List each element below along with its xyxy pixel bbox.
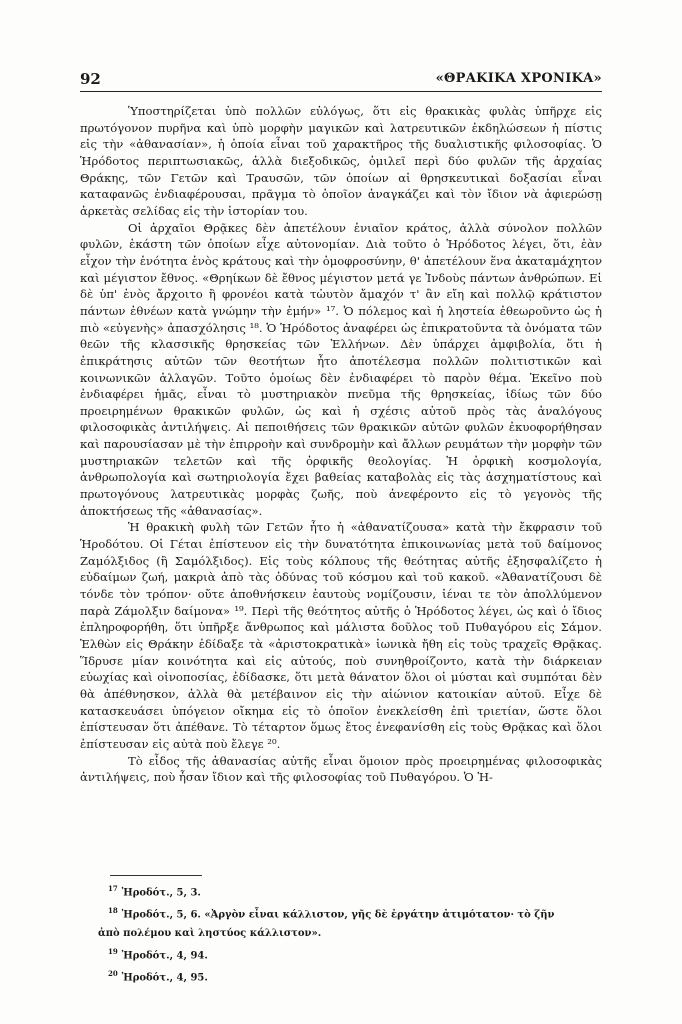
running-title: «ΘΡΑΚΙΚΑ ΧΡΟΝΙΚΑ» xyxy=(435,71,602,86)
footnote xyxy=(110,880,602,902)
footnote-number: 20 xyxy=(108,968,118,978)
paragraph: Τὸ εἶδος τῆς ἀθανασίας αὐτῆς εἶναι ὅμοιον πρὸς προειρημένας φιλοσοφικὰς ἀντιλήψεις, ποὺ ἦσαν ἴδιον καὶ τῆς φιλοσοφίας τοῦ Πυθαγόρου. Ὁ Ἡ- xyxy=(80,753,602,785)
footnote xyxy=(110,965,602,987)
body-text xyxy=(80,103,602,786)
footnote-continuation: ἀπὸ πολέμου καὶ ληστύος κάλλιστον». xyxy=(98,927,322,939)
paragraph: Ἡ θρακικὴ φυλὴ τῶν Γετῶν ἦτο ἡ «ἀθανατίζουσα» κατὰ τὴν ἔκφρασιν τοῦ Ἡροδότου. Οἱ Γέται ἐπίστευον εἰς τὴν δυνατότητα ἐπικοινωνίας μετὰ τοῦ δαίμονος Ζαμόλξιδος (ἢ Σαμόλξιδος). Εἰς τοὺς κόλπους τῆς θεότητας αὐτῆς ἐξησφαλίζετο ἡ εὐδαίμων ζωή, μακριὰ ἀπὸ τὰς ὀδύνας τοῦ κόσμου καὶ τοῦ κακοῦ. «Ἀθανατίζουσι δὲ τόνδε τὸν τρόπον· οὔτε ἀποθνήσκειν ἑαυτοὺς νομίζουσιν, ἰέναι τε τὸν ἀπολλύμενον παρὰ Ζάμολξιν δαίμονα» ¹⁹. Περὶ τῆς θεότητος αὐτῆς ὁ Ἡρόδοτος λέγει, ὡς καὶ ὁ ἴδιος ἐπληροφορήθη, ὅτι ὑπῆρξε ἄνθρωπος καὶ μάλιστα δοῦλος τοῦ Πυθαγόρου εἰς Σάμον. Ἐλθὼν εἰς Θράκην ἐδίδαξε τὰ «ἀριστοκρατικὰ» ἰωνικὰ ἤθη εἰς τοὺς τραχεῖς Θρᾷκας. Ἵδρυσε μίαν κοινότητα καὶ εἰς αὐτούς, ποὺ συνηθροίζοντο, κατὰ τὴν διάρκειαν εὐωχίας καὶ οἰνοποσίας, ἐδίδασκε, ὅτι μετὰ θάνατον ὅλοι οἱ μύσται καὶ συμπόται δὲν θὰ ἀπέθνησκον, ἀλλὰ θὰ μετέβαινον εἰς τὴν αἰώνιον κατοικίαν αὐτοῦ. Εἶχε δὲ κατασκευάσει ὑπόγειον οἴκημα εἰς τὸ ὁποῖον ἐνεκλείσθη ἐπὶ τριετίαν, ὥστε ὅλοι ἐπίστευσαν ὅτι ἀπέθανε. Τὸ τέταρτον ὅμως ἔτος ἐνεφανίσθη εἰς τοὺς Θρᾷκας καὶ ὅλοι ἐπίστευσαν εἰς αὐτὰ ποὺ ἔλεγε ²⁰. xyxy=(80,520,602,751)
page-header xyxy=(80,70,602,92)
header-rule xyxy=(80,91,602,92)
footnote-text: Ἡροδότ., 5, 6. «Ἀργὸν εἶναι κάλλιστον, γῆς δὲ ἐργάτην ἀτιμότατον· τὸ ζῆν xyxy=(121,909,555,921)
footnote-text: Ἡροδότ., 4, 94. xyxy=(121,949,208,961)
footnotes xyxy=(98,880,602,987)
footnote xyxy=(110,943,602,965)
footnote-number: 19 xyxy=(108,946,118,956)
paragraph: Οἱ ἀρχαῖοι Θρᾷκες δὲν ἀπετέλουν ἑνιαῖον κράτος, ἀλλὰ σύνολον πολλῶν φυλῶν, ἑκάστη τῶν ὁποίων εἶχε αὐτονομίαν. Διὰ τοῦτο ὁ Ἡρόδοτος λέγει, ὅτι, ἐὰν εἶχον τὴν ἑνότητα ἑνὸς κράτους καὶ τὴν ὁμοφροσύνην, θ' ἀπετέλουν ἕνα ἀκαταμάχητον καὶ μέγιστον ἔθνος. «Θρηίκων δὲ ἔθνος μέγιστον μετά γε Ἰνδοὺς πάντων ἀνθρώπων. Εἰ δὲ ὑπ' ἑνὸς ἄρχοιτο ἢ φρονέοι κατὰ τὠυτὸν ἄμαχόν τ' ἂν εἴη καὶ πολλῷ κράτιστον πάντων ἐθνέων κατὰ γνώμην τὴν ἐμήν» ¹⁷. Ὁ πόλεμος καὶ ἡ ληστεία ἐθεωροῦντο ὡς ἡ πιὸ «εὐγενὴς» ἀπασχόλησις ¹⁸. Ὁ Ἡρόδοτος ἀναφέρει ὡς ἐπικρατοῦντα τὰ ὀνόματα τῶν θεῶν τῆς κλασσικῆς θρησκείας τῶν Ἑλλήνων. Δὲν ὑπάρχει ἀμφιβολία, ὅτι ἡ ἐπικράτησις αὐτῶν τῶν θεοτήτων ἦτο ἀποτέλεσμα πολλῶν πολιτιστικῶν καὶ κοινωνικῶν ἀλλαγῶν. Τοῦτο ὁμοίως δὲν ἐνδιαφέρει τὸ παρὸν θέμα. Ἐκεῖνο ποὺ ἐνδιαφέρει ἡμᾶς, εἶναι τὸ μυστηριακὸν πνεῦμα τῆς θρησκείας, ἰδίως τῶν δύο προειρημένων θρακικῶν φυλῶν, ὡς καὶ ἡ σχέσις αὐτοῦ πρὸς τὰς ἀναλόγους φιλοσοφικὰς ἀντιλήψεις. Αἱ πεποιθήσεις τῶν θρακικῶν αὐτῶν φυλῶν ἐκυοφορήθησαν καὶ παρουσίασαν μὲ τὴν ἐπιρροὴν καὶ συνδρομὴν καὶ ἄλλων ρευμάτων τὴν μορφὴν τῶν μυστηριακῶν τελετῶν καὶ τῆς ὀρφικῆς θεολογίας. Ἡ ὀρφικὴ κοσμολογία, ἀνθρωπολογία καὶ σωτηριολογία ἔχει βαθείας καταβολὰς εἰς τὰς ἀσχηματίστους καὶ πρωτογόνους λατρευτικὰς μορφὰς ζωῆς, ποὺ ἀνεφέροντο εἰς τὸ γεγονὸς τῆς ἀποκτήσεως τῆς «ἀθανασίας». xyxy=(80,220,602,518)
footnote-number: 17 xyxy=(108,884,118,893)
page-number: 92 xyxy=(80,70,101,88)
footnote-text: Ἡροδότ., 4, 95. xyxy=(121,972,208,984)
footnote-number: 18 xyxy=(108,906,118,916)
paragraph: Ὑποστηρίζεται ὑπὸ πολλῶν εὐλόγως, ὅτι εἰς θρακικὰς φυλὰς ὑπῆρχε εἰς πρωτόγονον πυρῆνα καὶ ὑπὸ μορφὴν μαγικῶν καὶ λατρευτικῶν ἐκδηλώσεων ἡ πίστις εἰς τὴν «ἀθανασίαν», ἡ ὁποία εἶναι τοῦ χαρακτῆρος τῆς δυαλιστικῆς φιλοσοφίας. Ὁ Ἡρόδοτος περιπτωσιακῶς, ἀλλὰ διεξοδικῶς, ὁμιλεῖ περὶ δύο φυλῶν τῆς ἀρχαίας Θράκης, τῶν Γετῶν καὶ Τραυσῶν, τῶν ὁποίων αἱ θρησκευτικαὶ δοξασίαι εἶναι καταφανῶς ἐνδιαφέρουσαι, πρᾶγμα τὸ ὁποῖον ἀναγκάζει καὶ τὸν ἴδιον νὰ ἀφιερώσῃ ἀρκετὰς σελίδας εἰς τὴν ἱστορίαν του. xyxy=(80,104,602,218)
footnote xyxy=(98,902,602,942)
footnote-rule xyxy=(110,875,202,876)
footnote-text: Ἡροδότ., 5, 3. xyxy=(121,887,201,899)
